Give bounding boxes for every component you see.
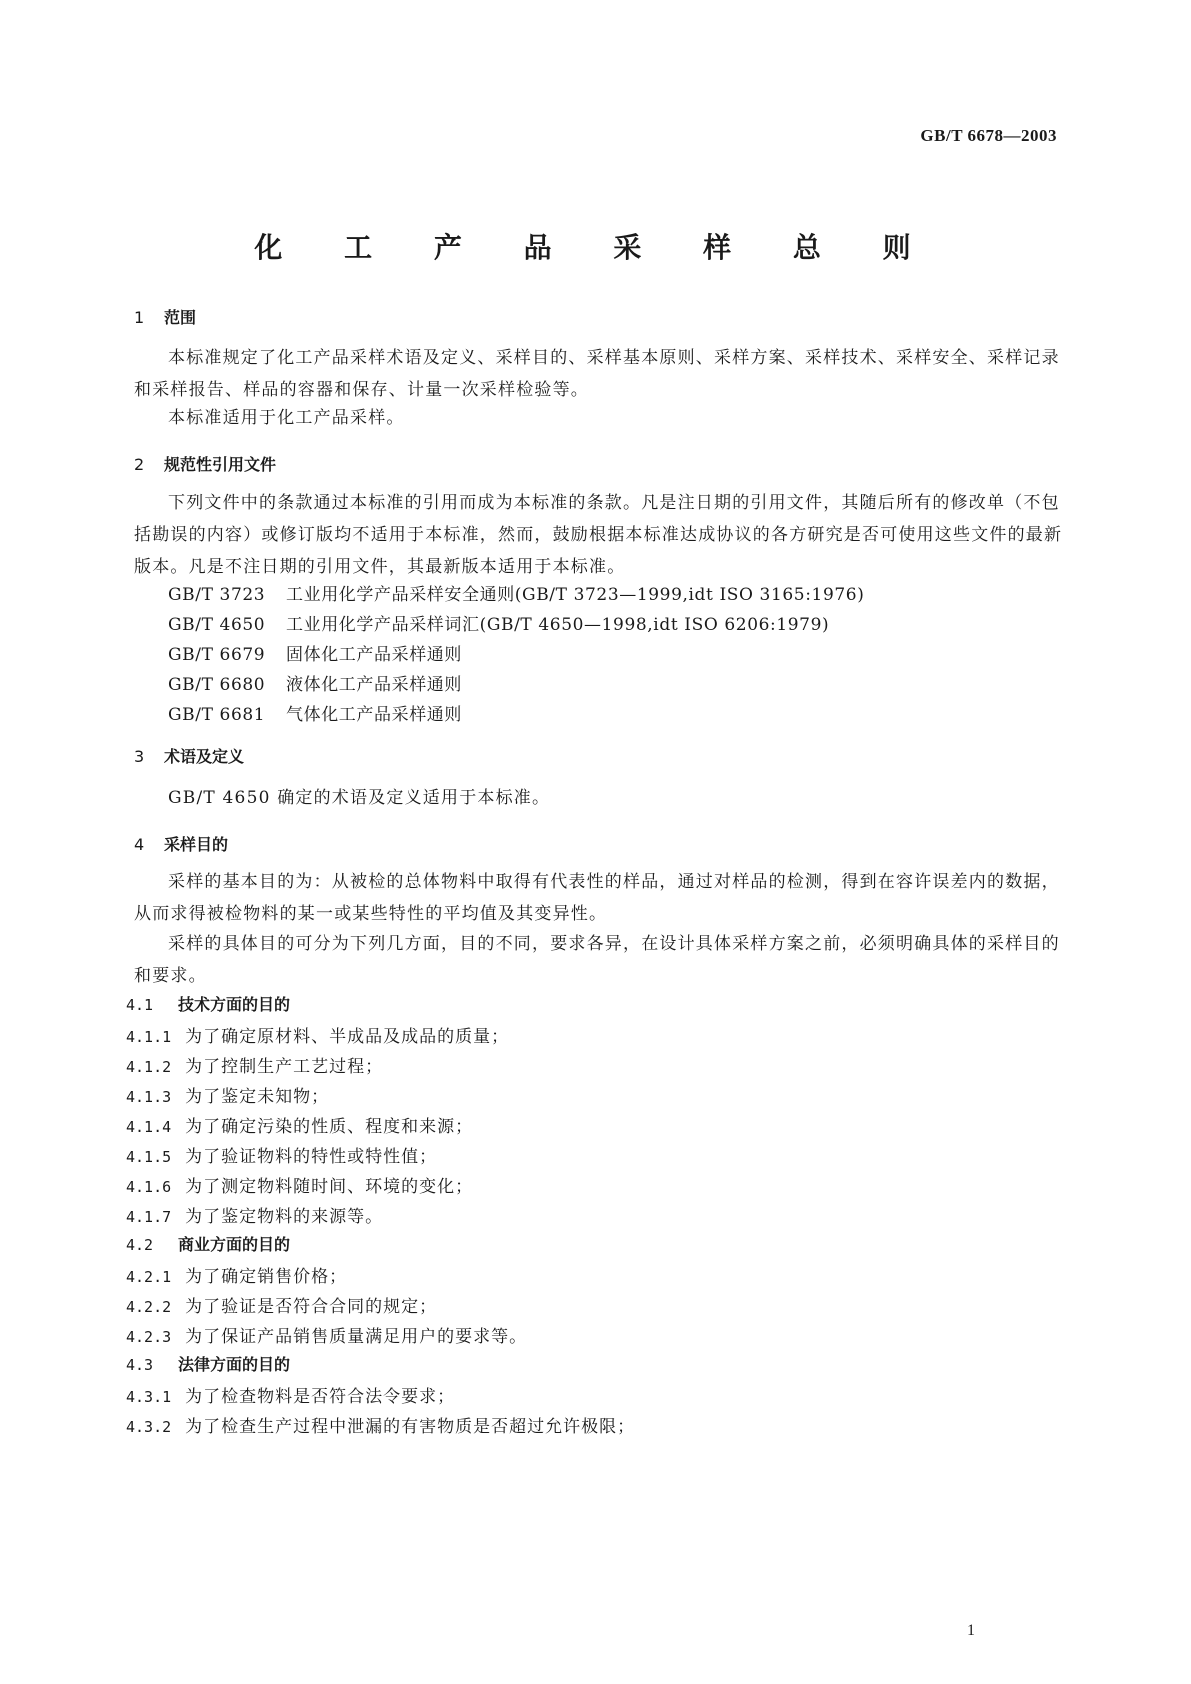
item-number: 4.2.2	[126, 1298, 172, 1316]
reference-title: 工业用化学产品采样词汇(GB/T 4650—1998,idt ISO 6206:1979)	[286, 615, 830, 635]
section-number: 2	[134, 455, 145, 474]
list-item	[126, 1022, 509, 1047]
reference-entry	[168, 610, 829, 635]
section-number: 1	[134, 308, 145, 327]
list-item	[126, 1142, 437, 1167]
item-text: 为了验证是否符合合同的规定；	[185, 1297, 438, 1317]
list-item	[126, 1052, 383, 1077]
item-text: 为了保证产品销售质量满足用户的要求等。	[185, 1327, 528, 1347]
paragraph: 下列文件中的条款通过本标准的引用而成为本标准的条款。凡是注日期的引用文件，其随后所有的修改单（不包括勘误的内容）或修订版均不适用于本标准，然而，鼓励根据本标准达成协议的各方研究是否可使用这些文件的最新版本。凡是不注日期的引用文件，其最新版本适用于本标准。	[134, 493, 1063, 577]
item-text: 为了检查物料是否符合法令要求；	[185, 1387, 456, 1407]
paragraph: 采样的具体目的可分为下列几方面，目的不同，要求各异，在设计具体采样方案之前，必须明确具体的采样目的和要求。	[134, 934, 1060, 986]
paragraph: 本标准适用于化工产品采样。	[168, 408, 405, 428]
item-number: 4.3.1	[126, 1388, 172, 1406]
item-text: 为了确定原材料、半成品及成品的质量；	[185, 1027, 510, 1047]
section-heading-4	[134, 832, 228, 855]
item-text: 为了验证物料的特性或特性值；	[185, 1147, 438, 1167]
list-item	[126, 1322, 527, 1347]
item-number: 4.2.3	[126, 1328, 172, 1346]
subsection-title: 技术方面的目的	[178, 995, 291, 1014]
subsection-title: 商业方面的目的	[178, 1235, 291, 1254]
list-item	[126, 1412, 635, 1437]
reference-title: 液体化工产品采样通则	[286, 675, 462, 695]
item-text: 为了鉴定物料的来源等。	[185, 1207, 384, 1227]
section-heading-3	[134, 744, 244, 767]
list-item	[126, 1292, 437, 1317]
page-number: 1	[967, 1622, 975, 1639]
section-number: 3	[134, 747, 145, 766]
item-number: 4.1.2	[126, 1058, 172, 1076]
list-item	[126, 1112, 473, 1137]
section-title: 规范性引用文件	[164, 455, 277, 474]
subsection-number: 4.1	[126, 996, 154, 1014]
section-title: 术语及定义	[164, 747, 245, 766]
section-title: 范围	[164, 308, 197, 327]
subsection-number: 4.2	[126, 1236, 154, 1254]
item-number: 4.1.4	[126, 1118, 172, 1136]
item-text: 为了检查生产过程中泄漏的有害物质是否超过允许极限；	[185, 1417, 636, 1437]
paragraph: 本标准规定了化工产品采样术语及定义、采样目的、采样基本原则、采样方案、采样技术、采样安全、采样记录和采样报告、样品的容器和保存、计量一次采样检验等。	[134, 348, 1060, 400]
subsection-title: 法律方面的目的	[178, 1355, 291, 1374]
reference-entry	[168, 700, 462, 725]
subsection-number: 4.3	[126, 1356, 154, 1374]
standard-code: GB/T 6678—2003	[920, 126, 1057, 145]
item-number: 4.3.2	[126, 1418, 172, 1436]
list-item	[126, 1382, 455, 1407]
item-number: 4.1.5	[126, 1148, 172, 1166]
section-title: 采样目的	[164, 835, 229, 854]
list-item	[126, 1172, 473, 1197]
reference-code: GB/T 6679	[168, 645, 266, 665]
item-number: 4.2.1	[126, 1268, 172, 1286]
item-text: 为了测定物料随时间、环境的变化；	[185, 1177, 474, 1197]
reference-title: 气体化工产品采样通则	[286, 705, 462, 725]
item-number: 4.1.7	[126, 1208, 172, 1226]
item-text: 为了控制生产工艺过程；	[185, 1057, 384, 1077]
reference-code: GB/T 6681	[168, 705, 266, 725]
reference-entry	[168, 580, 864, 605]
paragraph: GB/T 4650 确定的术语及定义适用于本标准。	[168, 788, 551, 808]
reference-code: GB/T 6680	[168, 675, 266, 695]
list-item	[126, 1202, 383, 1227]
reference-title: 工业用化学产品采样安全通则(GB/T 3723—1999,idt ISO 3165:1976)	[286, 585, 865, 605]
reference-entry	[168, 670, 462, 695]
subsection-heading-4-2	[126, 1232, 290, 1255]
subsection-heading-4-1	[126, 992, 290, 1015]
reference-code: GB/T 4650	[168, 615, 266, 635]
list-item	[126, 1262, 347, 1287]
item-number: 4.1.1	[126, 1028, 172, 1046]
subsection-heading-4-3	[126, 1352, 290, 1375]
item-number: 4.1.3	[126, 1088, 172, 1106]
document-title: 化 工 产 品 采 样 总 则	[254, 231, 937, 264]
paragraph: 采样的基本目的为：从被检的总体物料中取得有代表性的样品，通过对样品的检测，得到在容许误差内的数据，从而求得被检物料的某一或某些特性的平均值及其变异性。	[134, 872, 1060, 924]
section-number: 4	[134, 835, 145, 854]
section-heading-2	[134, 452, 276, 475]
reference-title: 固体化工产品采样通则	[286, 645, 462, 665]
item-text: 为了确定污染的性质、程度和来源；	[185, 1117, 474, 1137]
item-text: 为了鉴定未知物；	[185, 1087, 330, 1107]
item-text: 为了确定销售价格；	[185, 1267, 348, 1287]
section-heading-1	[134, 305, 196, 328]
list-item	[126, 1082, 329, 1107]
reference-entry	[168, 640, 462, 665]
reference-code: GB/T 3723	[168, 585, 266, 605]
item-number: 4.1.6	[126, 1178, 172, 1196]
